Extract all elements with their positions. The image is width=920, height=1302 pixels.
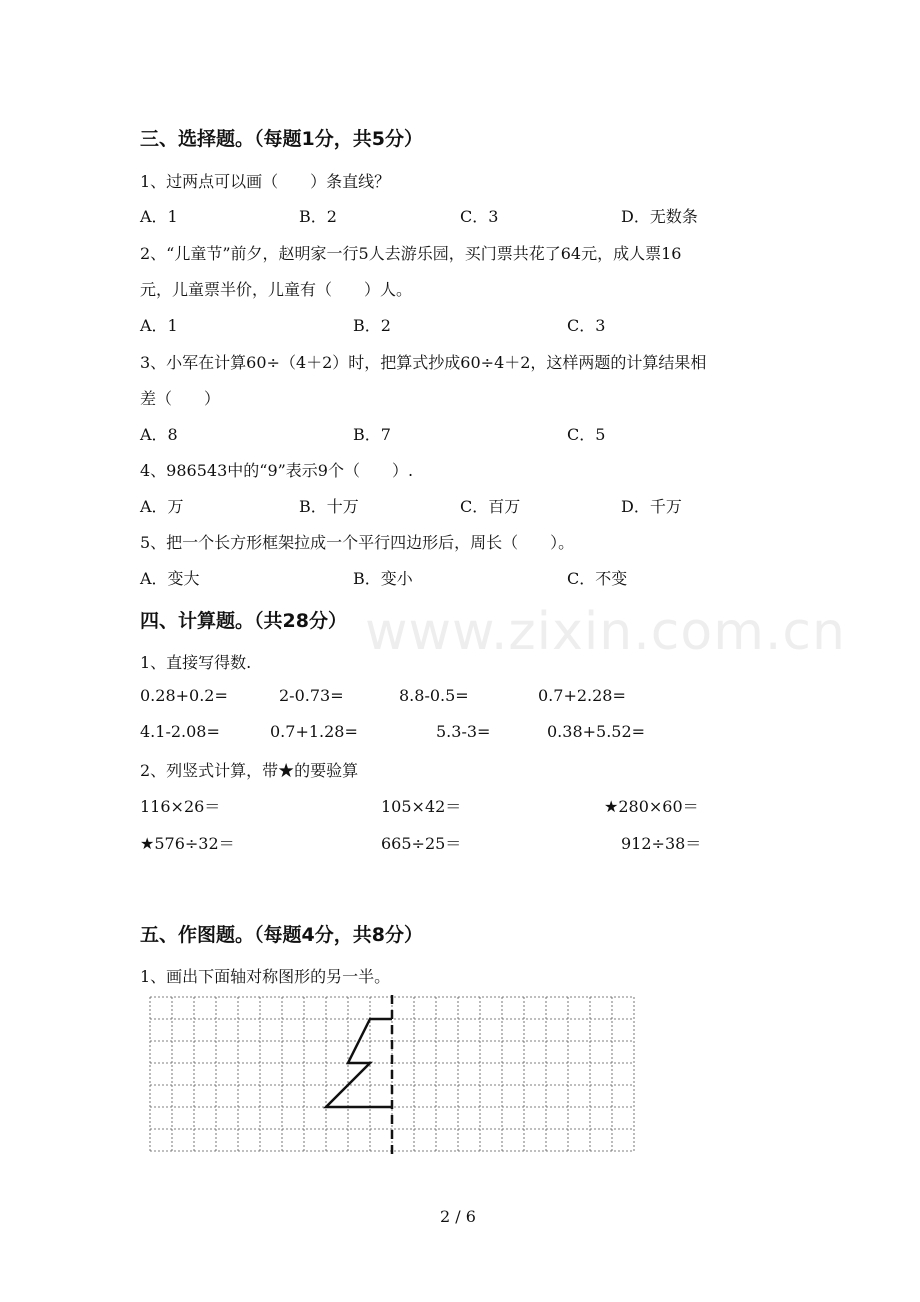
q3-4-text: 4、986543中的“9”表示9个（ ）. bbox=[140, 461, 414, 480]
q3-3-option-a[interactable]: A．8 bbox=[140, 425, 178, 444]
drawing-grid[interactable] bbox=[148, 995, 636, 1155]
q3-1-option-d[interactable]: D．无数条 bbox=[621, 207, 698, 226]
section5-title: 五、作图题。（每题4分，共8分） bbox=[140, 924, 423, 946]
q3-4-option-c[interactable]: C．百万 bbox=[460, 497, 521, 516]
vertical-calc-1: 116×26＝ bbox=[140, 797, 221, 816]
q3-5-text: 5、把一个长方形框架拉成一个平行四边形后，周长（ ）。 bbox=[140, 533, 575, 552]
q4-1-text: 1、直接写得数. bbox=[140, 653, 252, 672]
q3-2-option-c[interactable]: C．3 bbox=[567, 316, 606, 335]
calc-item-3: 8.8-0.5= bbox=[399, 686, 469, 705]
calc-item-2: 2-0.73= bbox=[279, 686, 344, 705]
q3-2-text-line2: 元，儿童票半价，儿童有（ ）人。 bbox=[140, 280, 413, 299]
q3-1-option-c[interactable]: C．3 bbox=[460, 207, 499, 226]
calc-item-5: 4.1-2.08= bbox=[140, 722, 220, 741]
q3-4-option-d[interactable]: D．千万 bbox=[621, 497, 682, 516]
q3-1-option-b[interactable]: B．2 bbox=[299, 207, 337, 226]
vertical-calc-3: ★280×60＝ bbox=[604, 797, 699, 816]
q3-3-text-line1: 3、小军在计算60÷（4＋2）时，把算式抄成60÷4＋2，这样两题的计算结果相 bbox=[140, 353, 707, 372]
q3-2-text-line1: 2、“儿童节”前夕，赵明家一行5人去游乐园，买门票共花了64元，成人票16 bbox=[140, 244, 682, 263]
q3-4-option-b[interactable]: B．十万 bbox=[299, 497, 359, 516]
q3-1-option-a[interactable]: A．1 bbox=[140, 207, 178, 226]
calc-item-7: 5.3-3= bbox=[436, 722, 491, 741]
calc-item-4: 0.7+2.28= bbox=[538, 686, 626, 705]
q5-1-text: 1、画出下面轴对称图形的另一半。 bbox=[140, 967, 391, 986]
q3-2-option-a[interactable]: A．1 bbox=[140, 316, 178, 335]
q3-3-option-c[interactable]: C．5 bbox=[567, 425, 606, 444]
section3-title: 三、选择题。（每题1分，共5分） bbox=[140, 128, 423, 150]
q3-3-option-b[interactable]: B．7 bbox=[353, 425, 391, 444]
vertical-calc-2: 105×42＝ bbox=[381, 797, 462, 816]
vertical-calc-5: 665÷25＝ bbox=[381, 834, 462, 853]
q3-1-text: 1、过两点可以画（ ）条直线？ bbox=[140, 172, 391, 191]
q3-5-option-c[interactable]: C．不变 bbox=[567, 569, 628, 588]
q3-4-option-a[interactable]: A．万 bbox=[140, 497, 184, 516]
q3-5-option-b[interactable]: B．变小 bbox=[353, 569, 413, 588]
calc-item-1: 0.28+0.2= bbox=[140, 686, 228, 705]
calc-item-8: 0.38+5.52= bbox=[547, 722, 646, 741]
q3-3-text-line2: 差（ ） bbox=[140, 389, 221, 408]
q3-5-option-a[interactable]: A．变大 bbox=[140, 569, 200, 588]
q4-2-text: 2、列竖式计算，带★的要验算 bbox=[140, 761, 359, 780]
watermark: www.zixin.com.cn bbox=[365, 602, 846, 662]
vertical-calc-6: 912÷38＝ bbox=[621, 834, 702, 853]
vertical-calc-4: ★576÷32＝ bbox=[140, 834, 235, 853]
calc-item-6: 0.7+1.28= bbox=[270, 722, 358, 741]
section4-title: 四、计算题。（共28分） bbox=[140, 610, 347, 632]
page-number: 2 / 6 bbox=[440, 1207, 476, 1226]
q3-2-option-b[interactable]: B．2 bbox=[353, 316, 391, 335]
